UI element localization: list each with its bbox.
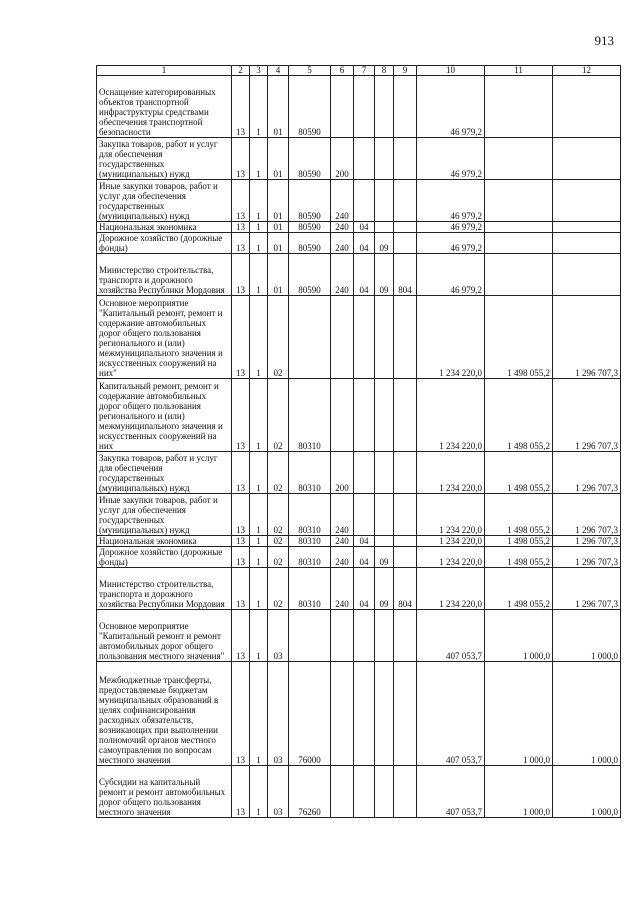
code-cell <box>394 536 417 547</box>
amount-cell: 1 498 055,2 <box>485 536 553 547</box>
row-name: Субсидии на капитальный ремонт и ремонт автомобильных дорог общего пользования местного значения <box>99 777 226 817</box>
code-cell: 80590 <box>289 76 331 138</box>
amount-cell: 1 234 220,0 <box>417 536 485 547</box>
code-cell <box>375 296 394 379</box>
code-cell: 80310 <box>289 536 331 547</box>
header-cell: 2 <box>232 66 250 76</box>
code-cell: 04 <box>354 254 375 296</box>
row-name-cell <box>97 254 232 296</box>
row-name-cell <box>97 138 232 180</box>
amount-cell <box>553 180 621 222</box>
code-cell: 240 <box>331 180 354 222</box>
code-cell <box>354 379 375 452</box>
row-name: Закупка товаров, работ и услуг для обеспечения государственных (муниципальных) нужд <box>99 453 218 493</box>
code-cell: 240 <box>331 568 354 610</box>
code-cell: 04 <box>354 536 375 547</box>
amount-cell: 1 296 707,3 <box>553 494 621 536</box>
code-cell: 80590 <box>289 254 331 296</box>
code-cell: 13 <box>232 76 250 138</box>
code-cell: 01 <box>268 138 289 180</box>
code-cell <box>394 766 417 818</box>
amount-cell <box>485 76 553 138</box>
amount-cell: 1 000,0 <box>485 766 553 818</box>
row-name: Капитальный ремонт, ремонт и содержание автомобильных дорог общего пользования регионального и (или) межмуниципального значения и искусственных сооружений на них <box>99 381 223 451</box>
code-cell <box>354 138 375 180</box>
code-cell <box>354 610 375 662</box>
code-cell: 200 <box>331 138 354 180</box>
amount-cell: 1 296 707,3 <box>553 296 621 379</box>
table-row <box>97 76 621 138</box>
code-cell: 1 <box>250 662 268 766</box>
code-cell: 200 <box>331 452 354 494</box>
header-cell: 10 <box>417 66 485 76</box>
code-cell: 1 <box>250 766 268 818</box>
code-cell: 13 <box>232 610 250 662</box>
amount-cell: 1 296 707,3 <box>553 568 621 610</box>
code-cell <box>394 610 417 662</box>
code-cell: 02 <box>268 568 289 610</box>
row-name-cell <box>97 568 232 610</box>
code-cell <box>354 662 375 766</box>
row-name-cell <box>97 76 232 138</box>
code-cell: 240 <box>331 536 354 547</box>
code-cell <box>354 494 375 536</box>
code-cell <box>375 452 394 494</box>
code-cell: 09 <box>375 568 394 610</box>
code-cell <box>394 296 417 379</box>
row-name-cell <box>97 180 232 222</box>
page-number: 913 <box>594 33 614 48</box>
amount-cell: 1 234 220,0 <box>417 379 485 452</box>
row-name-cell <box>97 233 232 254</box>
header-cell: 11 <box>485 66 553 76</box>
row-name-cell <box>97 547 232 568</box>
table-row <box>97 379 621 452</box>
amount-cell: 1 296 707,3 <box>553 547 621 568</box>
code-cell: 240 <box>331 547 354 568</box>
row-name: Министерство строительства, транспорта и дорожного хозяйства Республики Мордовия <box>99 579 225 609</box>
amount-cell: 407 053,7 <box>417 766 485 818</box>
row-name: Межбюджетные трансферты, предоставляемые бюджетам муниципальных образований в целях софинансирования расходных обязательств, возникающих при выполнении полномочий органов местного самоуправления по вопросам местного значения <box>99 675 219 765</box>
code-cell: 80310 <box>289 452 331 494</box>
code-cell <box>394 233 417 254</box>
code-cell: 1 <box>250 568 268 610</box>
code-cell <box>375 766 394 818</box>
code-cell <box>394 76 417 138</box>
code-cell <box>394 138 417 180</box>
table-row <box>97 610 621 662</box>
code-cell <box>394 662 417 766</box>
amount-cell <box>485 254 553 296</box>
amount-cell: 46 979,2 <box>417 180 485 222</box>
code-cell: 03 <box>268 766 289 818</box>
row-name: Иные закупки товаров, работ и услуг для обеспечения государственных (муниципальных) нужд <box>99 181 218 221</box>
code-cell: 80310 <box>289 568 331 610</box>
amount-cell <box>553 233 621 254</box>
code-cell: 13 <box>232 296 250 379</box>
table-row <box>97 222 621 233</box>
amount-cell: 1 000,0 <box>553 766 621 818</box>
code-cell: 1 <box>250 76 268 138</box>
code-cell: 1 <box>250 536 268 547</box>
table-row <box>97 568 621 610</box>
amount-cell: 1 498 055,2 <box>485 379 553 452</box>
amount-cell: 1 234 220,0 <box>417 296 485 379</box>
code-cell <box>289 296 331 379</box>
row-name: Закупка товаров, работ и услуг для обеспечения государственных (муниципальных) нужд <box>99 139 218 179</box>
code-cell: 02 <box>268 379 289 452</box>
code-cell: 03 <box>268 610 289 662</box>
amount-cell: 1 498 055,2 <box>485 452 553 494</box>
code-cell: 02 <box>268 452 289 494</box>
code-cell <box>331 662 354 766</box>
amount-cell: 46 979,2 <box>417 138 485 180</box>
row-name-cell <box>97 536 232 547</box>
code-cell <box>331 76 354 138</box>
code-cell: 01 <box>268 254 289 296</box>
code-cell: 02 <box>268 536 289 547</box>
header-cell: 6 <box>331 66 354 76</box>
row-name: Национальная экономика <box>99 536 197 546</box>
code-cell: 240 <box>331 233 354 254</box>
table-row <box>97 254 621 296</box>
code-cell <box>354 180 375 222</box>
code-cell <box>394 379 417 452</box>
code-cell <box>331 379 354 452</box>
row-name-cell <box>97 662 232 766</box>
row-name: Министерство строительства, транспорта и дорожного хозяйства Республики Мордовия <box>99 265 225 295</box>
table-body <box>97 76 621 818</box>
table-row <box>97 766 621 818</box>
amount-cell: 46 979,2 <box>417 254 485 296</box>
row-name-cell <box>97 296 232 379</box>
code-cell: 13 <box>232 138 250 180</box>
code-cell: 13 <box>232 494 250 536</box>
amount-cell: 1 498 055,2 <box>485 296 553 379</box>
code-cell <box>394 180 417 222</box>
code-cell <box>394 452 417 494</box>
table-row <box>97 180 621 222</box>
row-name: Дорожное хозяйство (дорожные фонды) <box>99 233 223 253</box>
amount-cell: 1 498 055,2 <box>485 494 553 536</box>
header-cell: 4 <box>268 66 289 76</box>
code-cell: 01 <box>268 222 289 233</box>
code-cell: 03 <box>268 662 289 766</box>
amount-cell <box>553 138 621 180</box>
table-row <box>97 494 621 536</box>
code-cell: 13 <box>232 536 250 547</box>
code-cell: 1 <box>250 138 268 180</box>
code-cell: 80310 <box>289 494 331 536</box>
code-cell <box>375 138 394 180</box>
code-cell <box>331 766 354 818</box>
amount-cell: 1 296 707,3 <box>553 536 621 547</box>
code-cell <box>354 766 375 818</box>
code-cell: 13 <box>232 568 250 610</box>
code-cell <box>375 379 394 452</box>
row-name-cell <box>97 610 232 662</box>
amount-cell: 1 234 220,0 <box>417 494 485 536</box>
header-cell: 12 <box>553 66 621 76</box>
table-row <box>97 662 621 766</box>
code-cell <box>394 494 417 536</box>
code-cell: 13 <box>232 222 250 233</box>
code-cell: 76260 <box>289 766 331 818</box>
code-cell <box>331 610 354 662</box>
amount-cell: 407 053,7 <box>417 662 485 766</box>
row-name-cell <box>97 222 232 233</box>
code-cell: 13 <box>232 233 250 254</box>
table-row <box>97 233 621 254</box>
amount-cell: 1 000,0 <box>485 662 553 766</box>
row-name: Дорожное хозяйство (дорожные фонды) <box>99 547 223 567</box>
code-cell <box>354 76 375 138</box>
code-cell: 04 <box>354 233 375 254</box>
code-cell: 13 <box>232 180 250 222</box>
code-cell: 13 <box>232 766 250 818</box>
code-cell: 1 <box>250 494 268 536</box>
amount-cell: 1 000,0 <box>553 662 621 766</box>
amount-cell <box>485 222 553 233</box>
amount-cell: 1 296 707,3 <box>553 379 621 452</box>
row-name: Основное мероприятие "Капитальный ремонт, ремонт и содержание автомобильных дорог общего пользования регионального и (или) межмуниципального значения и искусственных сооружений на них" <box>99 298 223 378</box>
code-cell <box>375 610 394 662</box>
amount-cell: 1 234 220,0 <box>417 568 485 610</box>
code-cell: 09 <box>375 254 394 296</box>
code-cell: 01 <box>268 180 289 222</box>
header-cell: 3 <box>250 66 268 76</box>
amount-cell: 1 296 707,3 <box>553 452 621 494</box>
header-cell: 9 <box>394 66 417 76</box>
code-cell: 804 <box>394 568 417 610</box>
code-cell: 1 <box>250 180 268 222</box>
table-row <box>97 452 621 494</box>
amount-cell: 1 234 220,0 <box>417 452 485 494</box>
table-row <box>97 138 621 180</box>
row-name-cell <box>97 494 232 536</box>
header-cell: 5 <box>289 66 331 76</box>
code-cell: 02 <box>268 296 289 379</box>
code-cell: 1 <box>250 547 268 568</box>
code-cell: 13 <box>232 547 250 568</box>
code-cell: 240 <box>331 222 354 233</box>
row-name: Основное мероприятие "Капитальный ремонт и ремонт автомобильных дорог общего пользования местного значения" <box>99 621 225 661</box>
row-name: Оснащение категорированных объектов транспортной инфраструктуры средствами обеспечения транспортной безопасности <box>99 87 216 137</box>
row-name-cell <box>97 766 232 818</box>
amount-cell: 1 234 220,0 <box>417 547 485 568</box>
code-cell: 240 <box>331 494 354 536</box>
amount-cell: 1 000,0 <box>485 610 553 662</box>
code-cell: 02 <box>268 494 289 536</box>
row-name: Национальная экономика <box>99 222 197 232</box>
code-cell <box>375 494 394 536</box>
code-cell: 1 <box>250 610 268 662</box>
amount-cell: 1 000,0 <box>553 610 621 662</box>
code-cell: 1 <box>250 296 268 379</box>
code-cell: 04 <box>354 547 375 568</box>
code-cell <box>331 296 354 379</box>
amount-cell: 46 979,2 <box>417 222 485 233</box>
code-cell: 1 <box>250 379 268 452</box>
amount-cell <box>485 180 553 222</box>
amount-cell: 46 979,2 <box>417 233 485 254</box>
header-cell: 8 <box>375 66 394 76</box>
code-cell <box>375 662 394 766</box>
amount-cell: 407 053,7 <box>417 610 485 662</box>
table-row <box>97 536 621 547</box>
budget-table <box>96 65 621 818</box>
code-cell: 804 <box>394 254 417 296</box>
code-cell <box>289 610 331 662</box>
header-row <box>97 66 621 76</box>
code-cell: 1 <box>250 452 268 494</box>
code-cell: 80590 <box>289 222 331 233</box>
code-cell: 240 <box>331 254 354 296</box>
code-cell: 09 <box>375 233 394 254</box>
code-cell <box>394 222 417 233</box>
code-cell: 76000 <box>289 662 331 766</box>
code-cell <box>394 547 417 568</box>
code-cell <box>354 296 375 379</box>
code-cell: 1 <box>250 233 268 254</box>
code-cell: 80590 <box>289 180 331 222</box>
row-name: Иные закупки товаров, работ и услуг для обеспечения государственных (муниципальных) нужд <box>99 495 218 535</box>
table-row <box>97 296 621 379</box>
code-cell: 80590 <box>289 138 331 180</box>
code-cell <box>375 222 394 233</box>
amount-cell <box>553 76 621 138</box>
code-cell: 13 <box>232 379 250 452</box>
code-cell: 02 <box>268 547 289 568</box>
code-cell: 09 <box>375 547 394 568</box>
row-name-cell <box>97 452 232 494</box>
amount-cell: 46 979,2 <box>417 76 485 138</box>
table-row <box>97 547 621 568</box>
amount-cell <box>485 138 553 180</box>
code-cell <box>375 180 394 222</box>
row-name-cell <box>97 379 232 452</box>
code-cell: 13 <box>232 662 250 766</box>
header-cell: 7 <box>354 66 375 76</box>
code-cell: 01 <box>268 76 289 138</box>
amount-cell: 1 498 055,2 <box>485 568 553 610</box>
amount-cell <box>485 233 553 254</box>
amount-cell <box>553 254 621 296</box>
code-cell: 1 <box>250 254 268 296</box>
code-cell: 1 <box>250 222 268 233</box>
amount-cell <box>553 222 621 233</box>
code-cell: 13 <box>232 452 250 494</box>
code-cell <box>354 452 375 494</box>
code-cell: 04 <box>354 568 375 610</box>
amount-cell: 1 498 055,2 <box>485 547 553 568</box>
code-cell: 80590 <box>289 233 331 254</box>
header-cell: 1 <box>97 66 232 76</box>
code-cell: 04 <box>354 222 375 233</box>
code-cell <box>375 536 394 547</box>
code-cell: 80310 <box>289 547 331 568</box>
code-cell: 80310 <box>289 379 331 452</box>
code-cell: 01 <box>268 233 289 254</box>
code-cell: 13 <box>232 254 250 296</box>
code-cell <box>375 76 394 138</box>
